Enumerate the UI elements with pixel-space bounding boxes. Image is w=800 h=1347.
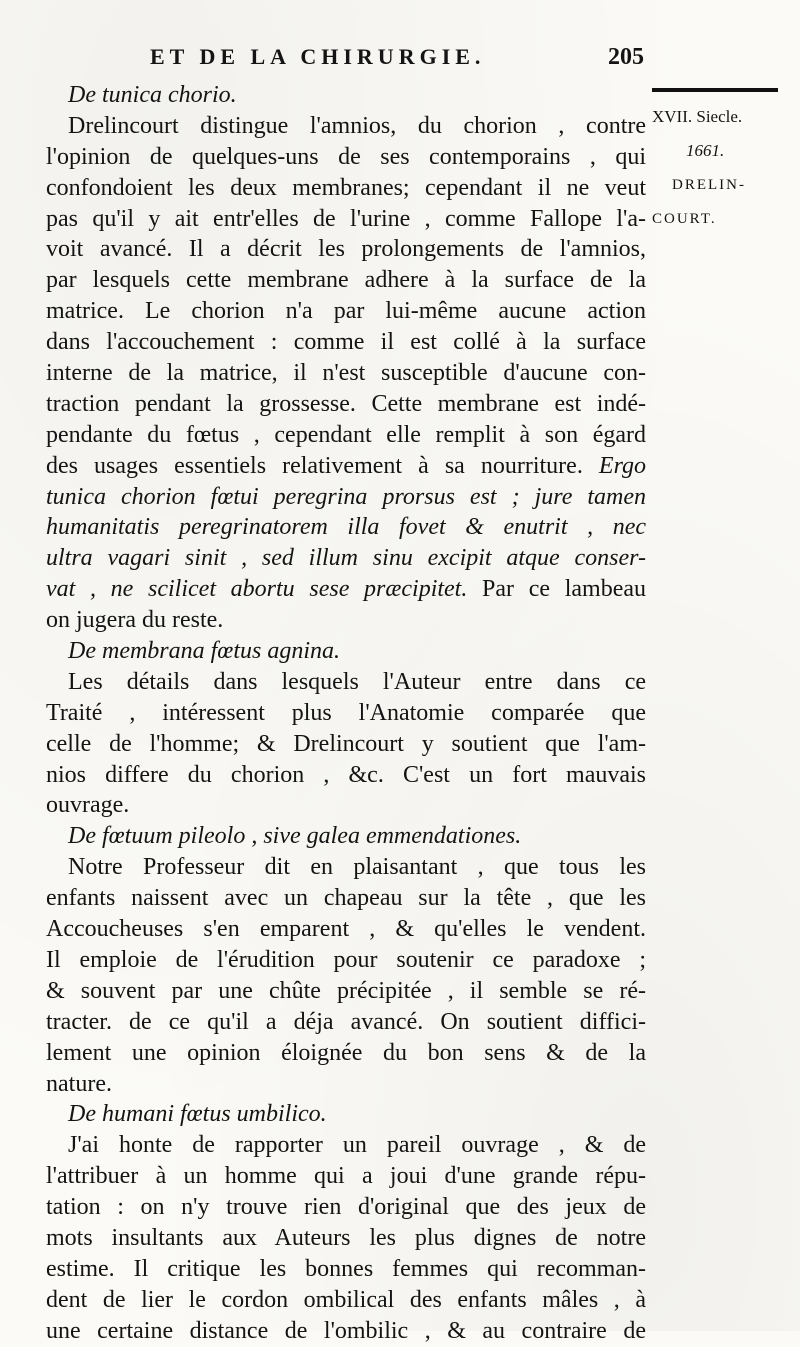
text-line-mixed [46,451,646,482]
text-line: on jugera du reste. [46,607,224,634]
latin-line: tunica chorion fœtui peregrina prorsus est ; jure tamen [46,483,646,510]
text-line: voit avancé. Il a décrit les prolongements de l'amnios, [46,236,646,263]
latin-fragment: vat , ne scilicet abortu sese præcipitet. [46,576,468,603]
text-line: Notre Professeur dit en plaisantant , que tous les [68,854,646,881]
latin-fragment: Ergo [598,452,646,479]
text-line: estime. Il critique les bonnes femmes qui recomman- [46,1255,646,1282]
text-line: nature. [46,1070,112,1097]
text-line: dans l'accouchement : comme il est collé à la surface [46,329,646,356]
text-line: nios differe du chorion , &c. C'est un fort mauvais [46,761,646,788]
text-line: tation : on n'y trouve rien d'original que des jeux de [46,1194,646,1221]
text-line: par lesquels cette membrane adhere à la surface de la [46,267,646,294]
text-line: pas qu'il y ait entr'elles de l'urine , comme Fallope l'a- [46,205,646,232]
text-line: l'opinion de quelques-uns de ses contemporains , qui [46,143,646,170]
margin-notes [652,100,792,236]
text-line: Accoucheuses s'en emparent , & qu'elles le vendent. [46,916,646,943]
page-header [150,44,650,78]
text-fragment: des usages essentiels relativement à sa nourriture. [46,452,583,479]
text-line: confondoient les deux membranes; cependant il ne veut [46,174,646,201]
latin-line: humanitatis peregrinatorem illa fovet & enutrit , nec [46,514,646,541]
margin-note-year: 1661. [686,141,725,160]
text-line: Les détails dans lesquels l'Auteur entre dans ce [68,668,646,695]
text-line: traction pendant la grossesse. Cette membrane est indé- [46,390,646,417]
text-body [46,80,646,1347]
section-heading: De fœtuum pileolo , sive galea emmendationes. [68,823,522,850]
text-line: Il emploie de l'érudition pour soutenir ce paradoxe ; [46,946,646,973]
text-line: Drelincourt distingue l'amnios, du chorion , contre [68,112,646,139]
latin-line: ultra vagari sinit , sed illum sinu excipit atque conser- [46,545,646,572]
section-heading: De humani fœtus umbilico. [68,1101,327,1128]
text-line: ouvrage. [46,792,130,819]
text-line: tracter. de ce qu'il a déja avancé. On soutient diffici- [46,1008,646,1035]
page-number: 205 [608,44,644,70]
section-heading: De membrana fœtus agnina. [68,638,340,665]
text-line: enfants naissent avec un chapeau sur la tête , que les [46,885,646,912]
text-line: une certaine distance de l'ombilic , & au contraire de [46,1317,646,1344]
text-line: l'attribuer à un homme qui a joui d'une grande répu- [46,1163,646,1190]
text-line: dent de lier le cordon ombilical des enfants mâles , à [46,1286,646,1313]
text-line: matrice. Le chorion n'a par lui-même aucune action [46,298,646,325]
text-line: & souvent par une chûte précipitée , il semble se ré- [46,977,646,1004]
text-line: mots insultants aux Auteurs les plus dignes de notre [46,1224,646,1251]
text-line: pendante du fœtus , cependant elle remplit à son égard [46,421,646,448]
text-line: Traité , intéressent plus l'Anatomie comparée que [46,699,646,726]
margin-note-author-line2: COURT. [652,211,717,227]
running-head: ET DE LA CHIRURGIE. [150,44,486,69]
header-rule [652,88,778,92]
section-heading: De tunica chorio. [68,82,237,108]
text-line: interne de la matrice, il n'est susceptible d'aucune con- [46,360,646,387]
text-line: lement une opinion éloignée du bon sens & de la [46,1039,646,1066]
margin-note-century: XVII. Siecle. [652,107,743,126]
text-line-mixed [46,574,646,605]
margin-note-author-line1: DRELIN- [672,177,746,193]
text-fragment: Par ce lambeau [482,576,646,603]
text-line: J'ai honte de rapporter un pareil ouvrage , & de [68,1132,646,1159]
text-line: celle de l'homme; & Drelincourt y soutient que l'am- [46,730,646,757]
